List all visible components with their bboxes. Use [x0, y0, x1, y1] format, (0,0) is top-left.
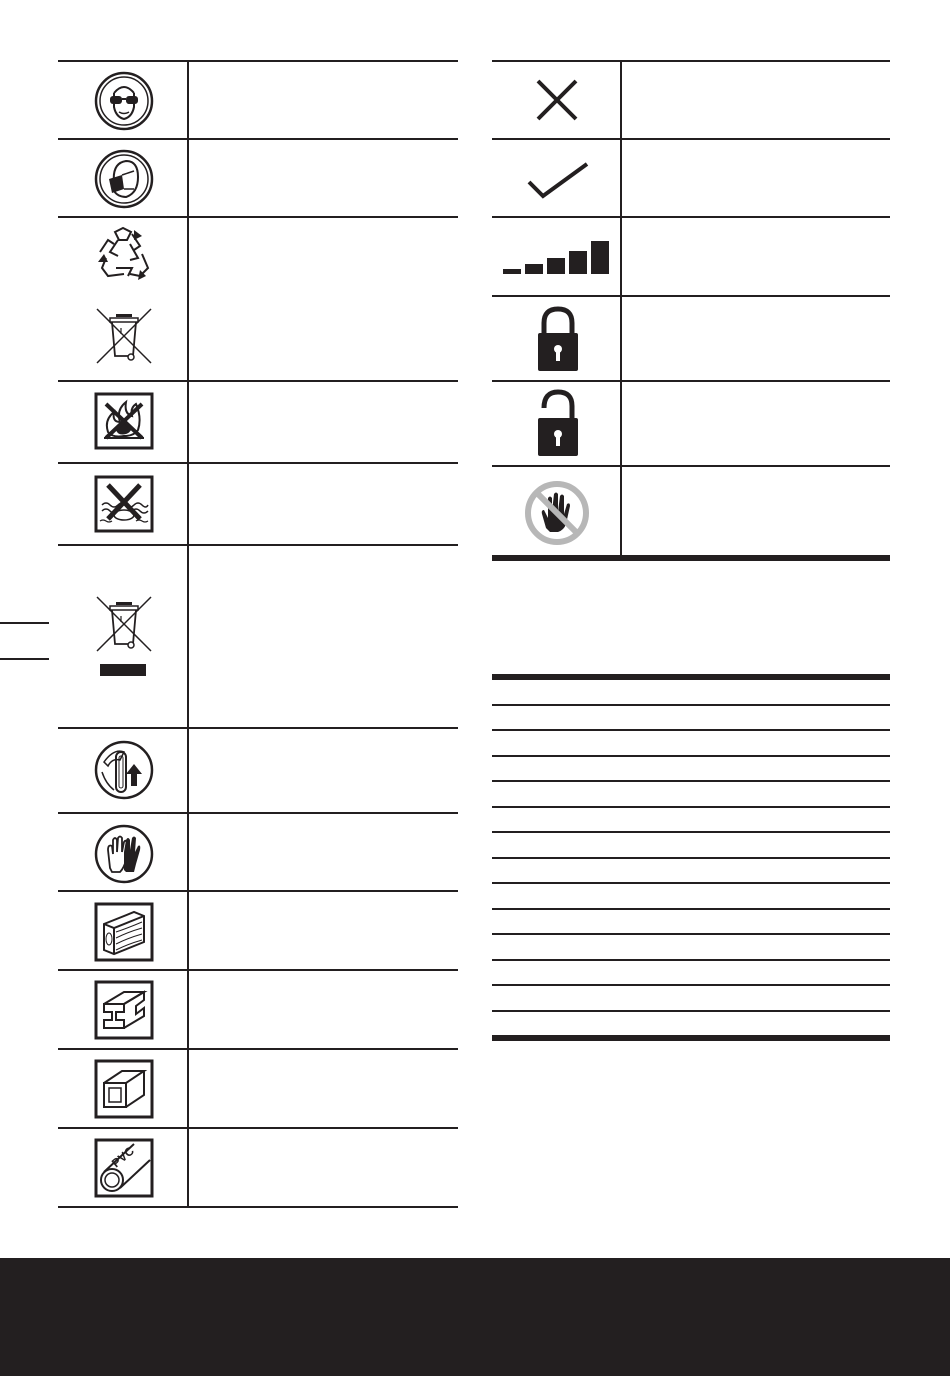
spec-table-row-rule	[492, 882, 890, 884]
spec-table-row-rule	[492, 704, 890, 706]
cross-mark-icon	[534, 77, 580, 123]
lock-open-icon	[536, 388, 580, 458]
table-rule	[492, 295, 890, 297]
table-rule	[58, 1048, 458, 1050]
blade-direction-icon	[94, 740, 154, 800]
spec-table-row-rule	[492, 857, 890, 859]
gloves-icon	[94, 824, 154, 884]
table-rule	[58, 727, 458, 729]
table-rule	[58, 216, 458, 218]
crossed-wheelie-bin-icon	[94, 306, 154, 366]
table-rule	[58, 544, 458, 546]
table-rule	[58, 380, 458, 382]
side-tab-mark-bottom	[0, 658, 49, 660]
spec-table-row-rule	[492, 933, 890, 935]
table-rule	[58, 60, 458, 62]
table-rule	[58, 969, 458, 971]
table-rule	[492, 380, 890, 382]
right-table-divider	[620, 60, 622, 559]
table-rule	[492, 465, 890, 467]
no-water-icon	[94, 475, 154, 533]
spec-table-row-rule	[492, 1010, 890, 1012]
spec-table-row-rule	[492, 959, 890, 961]
crossed-wheelie-bin-with-bar-icon	[94, 594, 154, 678]
spec-table-bottom-rule	[492, 1035, 890, 1041]
spec-table-row-rule	[492, 984, 890, 986]
spec-table-row-rule	[492, 780, 890, 782]
recycle-icon	[94, 226, 152, 282]
safety-glasses-icon	[94, 71, 154, 131]
lock-closed-icon	[536, 305, 580, 373]
table-bottom-rule	[492, 555, 890, 561]
wood-material-icon	[94, 902, 154, 962]
spec-table-row-rule	[492, 908, 890, 910]
no-fire-icon	[94, 392, 154, 450]
square-tube-icon	[94, 1059, 154, 1119]
table-rule	[58, 138, 458, 140]
table-rule	[58, 462, 458, 464]
spec-table-row-rule	[492, 729, 890, 731]
spec-table-row-rule	[492, 831, 890, 833]
pvc-label: PVC	[108, 1143, 137, 1171]
dust-mask-icon	[94, 149, 154, 209]
table-rule	[58, 1127, 458, 1129]
spec-table-row-rule	[492, 755, 890, 757]
do-not-touch-icon	[524, 480, 590, 546]
footer-band	[0, 1258, 950, 1376]
spec-table-top-rule	[492, 674, 890, 680]
spec-table-row-rule	[492, 806, 890, 808]
pvc-pipe-icon	[94, 1138, 154, 1198]
check-mark-icon	[527, 160, 589, 200]
speed-levels-icon	[503, 239, 613, 275]
table-rule	[58, 812, 458, 814]
table-rule	[58, 890, 458, 892]
table-rule	[492, 60, 890, 62]
table-rule	[492, 138, 890, 140]
left-table-divider	[187, 60, 189, 1208]
table-rule	[58, 1206, 458, 1208]
table-rule	[492, 216, 890, 218]
metal-profile-icon	[94, 980, 154, 1040]
side-tab-mark-top	[0, 622, 49, 624]
